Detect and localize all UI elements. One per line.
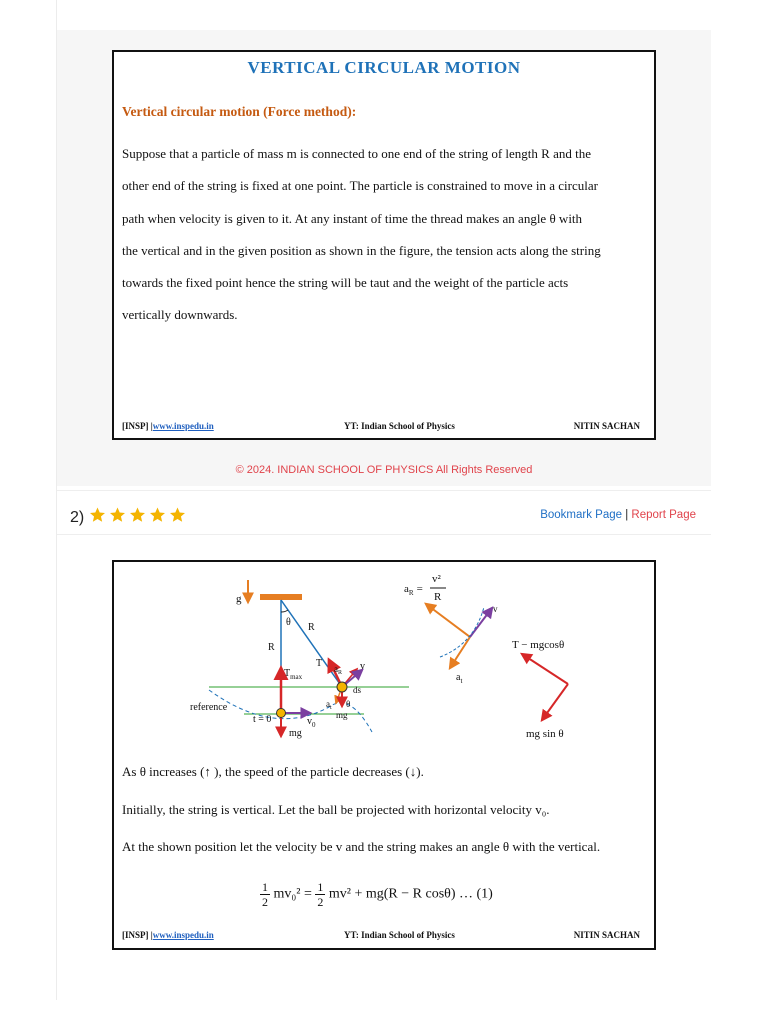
t0-label: t = 0 [253,714,272,725]
page2-slide [112,560,656,950]
report-page-link[interactable]: Report Page [631,509,696,521]
body-line: the vertical and in the given position as shown in the figure, the tension acts along the string [122,242,601,258]
footer-center: YT: Indian School of Physics [344,421,455,431]
actions-separator: | [625,509,629,521]
mg-label-bottom: mg [289,728,302,739]
at-label: $a_t$ [326,699,332,711]
header-divider [57,534,711,535]
text-line-3: At the shown position let the velocity be v and the string makes an angle θ with the vertical. [122,839,601,854]
copyright-notice: © 2024. INDIAN SCHOOL OF PHYSICS All Rights Reserved [235,464,533,476]
ds-label: ds [353,685,362,695]
footer-website-link[interactable]: www.inspedu.in [152,421,214,431]
footer-author: NITIN SACHAN [573,421,640,431]
equation-lhs: mv₀² = [273,886,312,902]
page-number: 2) [70,508,85,526]
text-line-1: As θ increases (↑ ), the speed of the particle decreases (↓). [122,764,424,779]
tmax-label: $T_{max}$ [284,668,303,681]
mgsin-vector [542,684,568,720]
star-icon[interactable] [168,506,187,524]
theta-small-label: θ [346,699,351,709]
body-line: towards the fixed point hence the string will be taut and the weight of the particle acts [122,275,569,291]
t-mgcos-label: T − mgcosθ [512,639,565,651]
footer-center: YT: Indian School of Physics [344,930,455,940]
half-fraction: $\frac{1}{2}$ [262,880,268,909]
ar-eq-lhs: $a_R$ = [404,583,423,597]
half-fraction: $\frac{1}{2}$ [317,880,324,909]
gravity-label: g [236,593,242,605]
star-icon[interactable] [88,506,107,524]
v-label-right: v [493,604,498,614]
v-vector-right [470,608,492,637]
mgsin-label: mg sin θ [526,728,564,740]
footer-prefix: [INSP] | [122,930,153,940]
at-vector-right [450,637,470,668]
body-line: other end of the string is fixed at one point. The particle is constrained to move in a circular [122,178,598,194]
velocity-label: v [360,661,365,672]
theta-label: θ [286,617,291,628]
slide-subtitle: Vertical circular motion (Force method): [122,104,357,119]
body-line: path when velocity is given to it. At any instant of time the thread makes an angle θ with [122,210,583,226]
ar-eq-numerator: v² [432,573,441,585]
footer-website-link[interactable]: www.inspedu.in [152,930,214,940]
pendulum-diagram [114,562,654,762]
tension-label: T [316,658,323,669]
body-line: Suppose that a particle of mass m is connected to one end of the string of length R and the [122,146,591,161]
star-icon[interactable] [108,506,127,524]
theta-arc [281,610,288,612]
ceiling-support [260,594,302,600]
footer-left [122,421,214,431]
footer-author: NITIN SACHAN [573,930,640,940]
circular-path [209,690,372,732]
t-mgcos-vector [522,654,568,684]
mg-label-angled: mg [336,710,348,720]
ar-vector-right [426,604,470,637]
slide-body [122,138,649,332]
body-line: vertically downwards. [122,307,238,323]
energy-equation [260,880,493,909]
slide-title: VERTICAL CIRCULAR MOTION [247,58,521,77]
star-icon[interactable] [128,506,147,524]
rating-stars [88,506,188,529]
radius-label-slant: R [308,622,315,633]
footer-prefix: [INSP] | [122,421,153,431]
ar-eq-denominator: R [434,591,442,603]
page2-header [70,506,188,529]
page1-slide [112,50,656,440]
star-icon[interactable] [148,506,167,524]
radius-label-vertical: R [268,642,275,653]
equation-rhs: mv² + mg(R − R cosθ) … (1) [328,886,493,902]
v0-label: $v_0$ [307,716,316,729]
page-actions [540,509,696,521]
card-divider [57,490,711,491]
ball-bottom [277,709,286,718]
reference-label: reference [190,702,228,713]
ball-displaced [337,682,347,692]
bookmark-page-link[interactable]: Bookmark Page [540,509,623,521]
ar-label: $a_R$ [334,664,343,676]
at-label-right: $a_t$ [456,672,463,685]
footer-left [122,930,214,940]
text-line-2: Initially, the string is vertical. Let the ball be projected with horizontal velocity v₀. [122,802,550,817]
